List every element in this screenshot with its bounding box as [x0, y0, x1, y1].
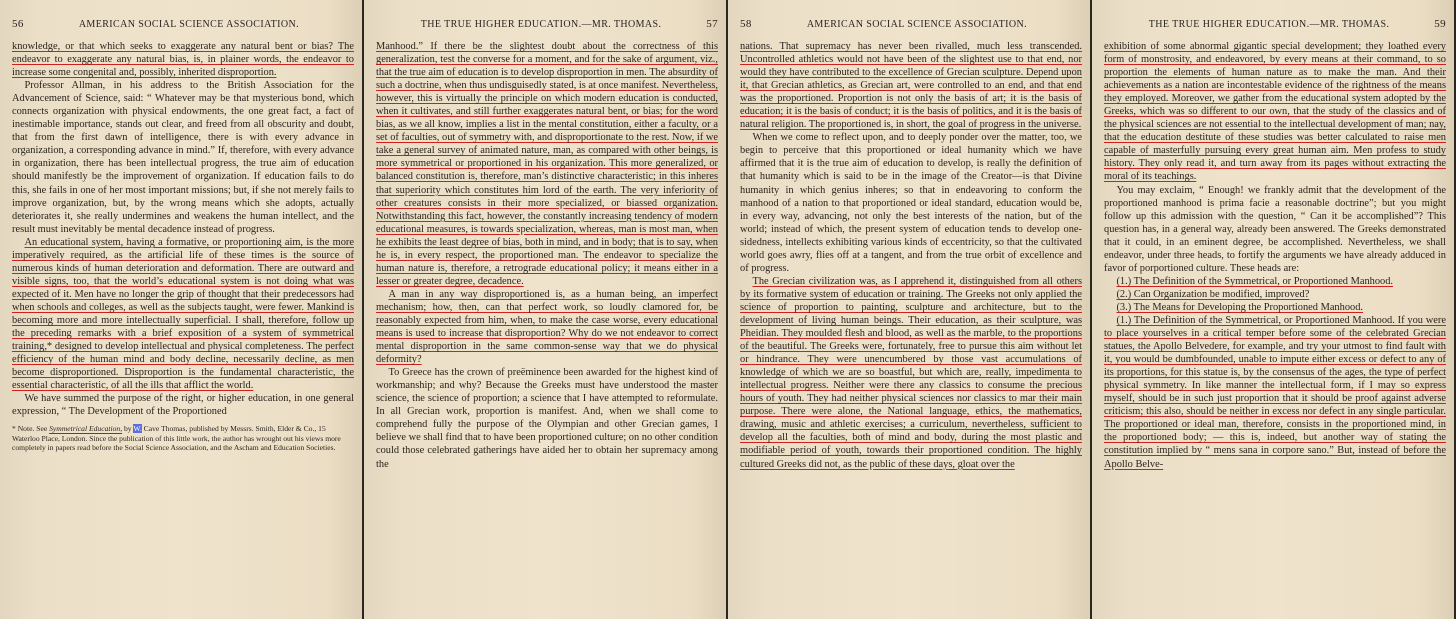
running-head: THE TRUE HIGHER EDUCATION.—MR. THOMAS. [420, 19, 662, 30]
page-number: 59 [1434, 18, 1446, 30]
paragraph: To Greece has the crown of preëminence been awarded for the highest kind of workmanship; and why? Because the Greeks must have understood the master science, the science of proportion; a science that I have attempted to reformulate. In all Grecian work, proportion is manifest. And, when we shall come to comprehend fully the purpose of the Olympian and other Grecian games, I believe we shall find that to have been proportioned culture; on no other condition could those celebrated gatherings have aided her to obtain her supremacy among the [376, 367, 718, 470]
page-body [740, 40, 1082, 471]
page-body [376, 40, 718, 471]
page-number: 58 [740, 18, 752, 30]
list-item: (3.) The Means for Developing the Proportioned Manhood. [1116, 301, 1364, 313]
page-header [376, 18, 718, 30]
paragraph: We have summed the purpose of the right, or higher education, in one general expression, “ The Development of the Proportioned [12, 393, 354, 418]
page-number: 57 [706, 18, 718, 30]
paragraph: (1.) The Definition of the Symmetrical, or Proportioned Manhood. If you were to place yourselves in a critical temper before some of the celebrated Grecian statues, the Apollo Belvedere, for example, and try your utmost to find fault with it, you would be dumbfounded, unable to impute either excess or defect to any of its proportions, for this statue is, by the consensus of the ages, the type of perfect physical symmetry. In like manner the intellectual form, if I may so express myself, should be in such just proportion that it should be proof against adverse criticism; this also, should be neither in excess nor defect in any single particular. The proportioned or ideal man, therefore, consists in the proportioned mind, in the proportioned body; — this is, indeed, but another way of stating the constitution implied by “ mens sana in corpore sano.” But, instead of before the Apollo Belve- [1104, 314, 1446, 470]
footnote-by: by [124, 424, 132, 434]
list-item: (2.) Can Organization be modified, improved? [1116, 288, 1310, 300]
page-56 [0, 0, 362, 619]
paragraph: You may exclaim, “ Enough! we frankly admit that the development of the proportioned manhood is prima facie a reasonable doctrine”; but you might follow up this admission with the question, “ Can it be accomplished”? This question has, in a general way, already been answered. The Greeks demonstrated that it could, in an eminent degree, be accomplished. Nevertheless, we shall endeavor, under three heads, to fortify the arguments we have already adduced in favor of porportioned culture. These heads are: [1104, 184, 1446, 274]
page-header [1104, 18, 1446, 30]
running-head: AMERICAN SOCIAL SCIENCE ASSOCIATION. [78, 19, 299, 30]
footnote-text: Cave Thomas, published by Messrs. Smith, Elder & Co., 15 Waterloo Place, London. Since the publication of this little work, the author has wrought out his views more completely in papers read before the Social Science Association, and the Ascham and Education Societies. [12, 424, 341, 452]
footnote-lead: * Note. See [12, 424, 48, 434]
paragraph: Manhood.” If there be the slightest doubt about the correctness of this generalization, test the converse for a moment, and for the sake of argument, viz., that the true aim of education is to develop disproportion in men. The absurdity of such a doctrine, when thus undisguisedly stated, is at once manifest. Nevertheless, however, this is virtually the principle on which modern education is conducted, when it cultivates, and still further exaggerates natural bent, or bias; for the word bias, as we all know, implies a list in the mental constitution, either a faculty, or a set of faculties, out of symmetry with, and disproportionate to the rest. Now, if we take a general survey of animated nature, man, as compared with other beings, is more symmetrical or proportioned in his organization. This more generalized, or balanced constitution is, therefore, man’s distinctive characteristic; in this inheres that superiority which constitutes him lord of the earth. The very inferiority of other creatures consists in their more specialized, or biassed organization. Notwithstanding this fact, however, the constantly increasing tendency of modern educational measures, is towards specialization, whereas, man is most man, when he exhibits the least degree of bias, both in mind, and in body; that is to say, when he is, in every respect, the proportioned man. The endeavor to specialize the human nature is, therefore, a retrograde educational policy; it means either in a lesser or greater degree, decadence. [376, 41, 718, 287]
page-57 [364, 0, 726, 619]
page-58 [728, 0, 1090, 619]
paragraph: Professor Allman, in his address to the British Association for the Advancement of Science, said: “ Whatever may be that mysterious bond, which connects organization with physical endowments, the one great fact, a fact of inestimable importance, stands out clear, and freed from all obscurity and doubt, that from the first dawn of intelligence, there is with every advance in organization, a corresponding advance in mind.” If, therefore, with every advance in organization, there has been intellectual progress, the true aim of education should manifestly be the improvement of organization. If education fails to do this, she fails in one of her most important missions; but, if she not merely fails to improve organization, but, by the wrong means which she adopts, actually deteriorates it, she really undermines and weakens the human intellect, and the result must inevitably be mental decadence instead of progress. [12, 80, 354, 235]
page-body [1104, 40, 1446, 471]
page-header [740, 18, 1082, 30]
search-highlight: W. [133, 424, 142, 434]
paragraph: exhibition of some abnormal gigantic special development; they loathed every form of monstrosity, and endeavored, by every means at their command, to so proportion the elements of human nature as to make the man. And their achievements as a nation are incontestable evidence of the rightness of the means they employed. Moreover, we gather from the educational system adopted by the Greeks, which was so different to our own, that the study of the classics and of the physical sciences are not essential to the intellectual development of man; nay, that the education destitute of these studies was better calculated to raise men capable of masterfully pursuing every great human aim. Men profess to study history. They only read it, and turn away from its pages without extracting the moral of its teachings. [1104, 41, 1446, 183]
paragraph: When we come to reflect upon, and to deeply ponder over the matter, too, we begin to perceive that this proportioned or ideal humanity which we have affirmed that it is the true aim of education to develop, is really the definition of that humanity which is said to be in the image of the Creator—is that Divine humanity in which genius inheres; so that in endeavoring to conform the manhood of a nation to that proportioned or ideal standard, education would be, in every way, advancing, not only the best interests of the nation, but of the world; instead of which, the present system of education tends to develop one-sidedness, intellects exhibiting various kinds of eccentricity, so that the cultivated world goes awry, flies off at a tangent, and from the true orbit of excellence and of progress. [740, 132, 1082, 274]
paragraph: An educational system, having a formative, or proportioning aim, is the more imperatively required, as the artificial life of these times is the source of numerous kinds of human deterioration and deformation. There are outward and visible signs, too, that the world’s educational system is not doing what was expected of it. Men have no longer the grip of thought that their predecessors had when schools and colleges, as well as the subjects taught, were fewer. Mankind is becoming more and more intellectually superficial. I shall, therefore, follow up the preceding remarks with a brief exposition of a system of symmetrical training,* designed to develop intellectual and physical completeness. The perfect efficiency of the human mind and body decline, necessarily decline, as men become disproportioned. Disproportion is the fundamental characteristic, the essential characteristic, of all the ills that afflict the world. [12, 236, 354, 392]
running-head: AMERICAN SOCIAL SCIENCE ASSOCIATION. [806, 19, 1027, 30]
footnote-title: Symmetrical Education, [49, 424, 123, 434]
paragraph: nations. That supremacy has never been rivalled, much less transcended. Uncontrolled athletics would not have been of the slightest use to that end, nor would they have contributed to the excellence of Grecian sculpture. Depend upon it, that Grecian athletics, as Grecian art, were controlled to an end, and that end was the proportioned. Proportion is not only the basis of art; it is the basis of education; it is the basis of conduct; it is the basis of politics, and it is the basis of natural religion. The proportioned is, in short, the goal of progress in the universe. [740, 41, 1082, 131]
running-head: THE TRUE HIGHER EDUCATION.—MR. THOMAS. [1148, 19, 1390, 30]
footnote [12, 424, 354, 452]
page-body [12, 40, 354, 418]
paragraph: A man in any way disproportioned is, as a human being, an imperfect mechanism; how, then, can that perfect work, so loudly clamored for, be reasonably expected from him, when, to make the case worse, every educational means is used to increase that disproportion? Why do we not endeavor to correct mental disproportion in the same common-sense way that we do physical deformity? [376, 288, 718, 366]
paragraph: The Grecian civilization was, as I apprehend it, distinguished from all others by its formative system of education or training. The Greeks not only applied the science of proportion to painting, sculpture and architecture, but to the development of living human beings. Their education, as their sculpture, was Pheidian. They moulded flesh and blood, as well as the marble, to the proportions of the beautiful. The Greeks were, fortunately, free to pursue this aim without let or hindrance. They were unencumbered by those vast accumulations of knowledge of which we are so boastful, but which are, really, impedimenta to intellectual progress. Neither were there any classics to consume the precious hours of youth. They had neither physical sciences nor classics to mar their main purpose. There were alone, the National language, ethics, the mathematics, drawing, music and athletic exercises; a curriculum, nevertheless, sufficient to develop all the faculties, both of mind and body, during the most plastic and modifiable period of youth, towards their proportioned condition. The highly cultured Greeks did not, as the public of these days, gloat over the [740, 275, 1082, 470]
list-item: (1.) The Definition of the Symmetrical, or Proportioned Manhood. [1116, 275, 1394, 287]
page-59 [1092, 0, 1454, 619]
paragraph: knowledge, or that which seeks to exaggerate any natural bent or bias? The endeavor to exaggerate any natural bias, is, in plainer words, the endeavor to increase some congenital and, possibly, inherited disproportion. [12, 41, 354, 79]
page-number: 56 [12, 18, 24, 30]
page-header [12, 18, 354, 30]
